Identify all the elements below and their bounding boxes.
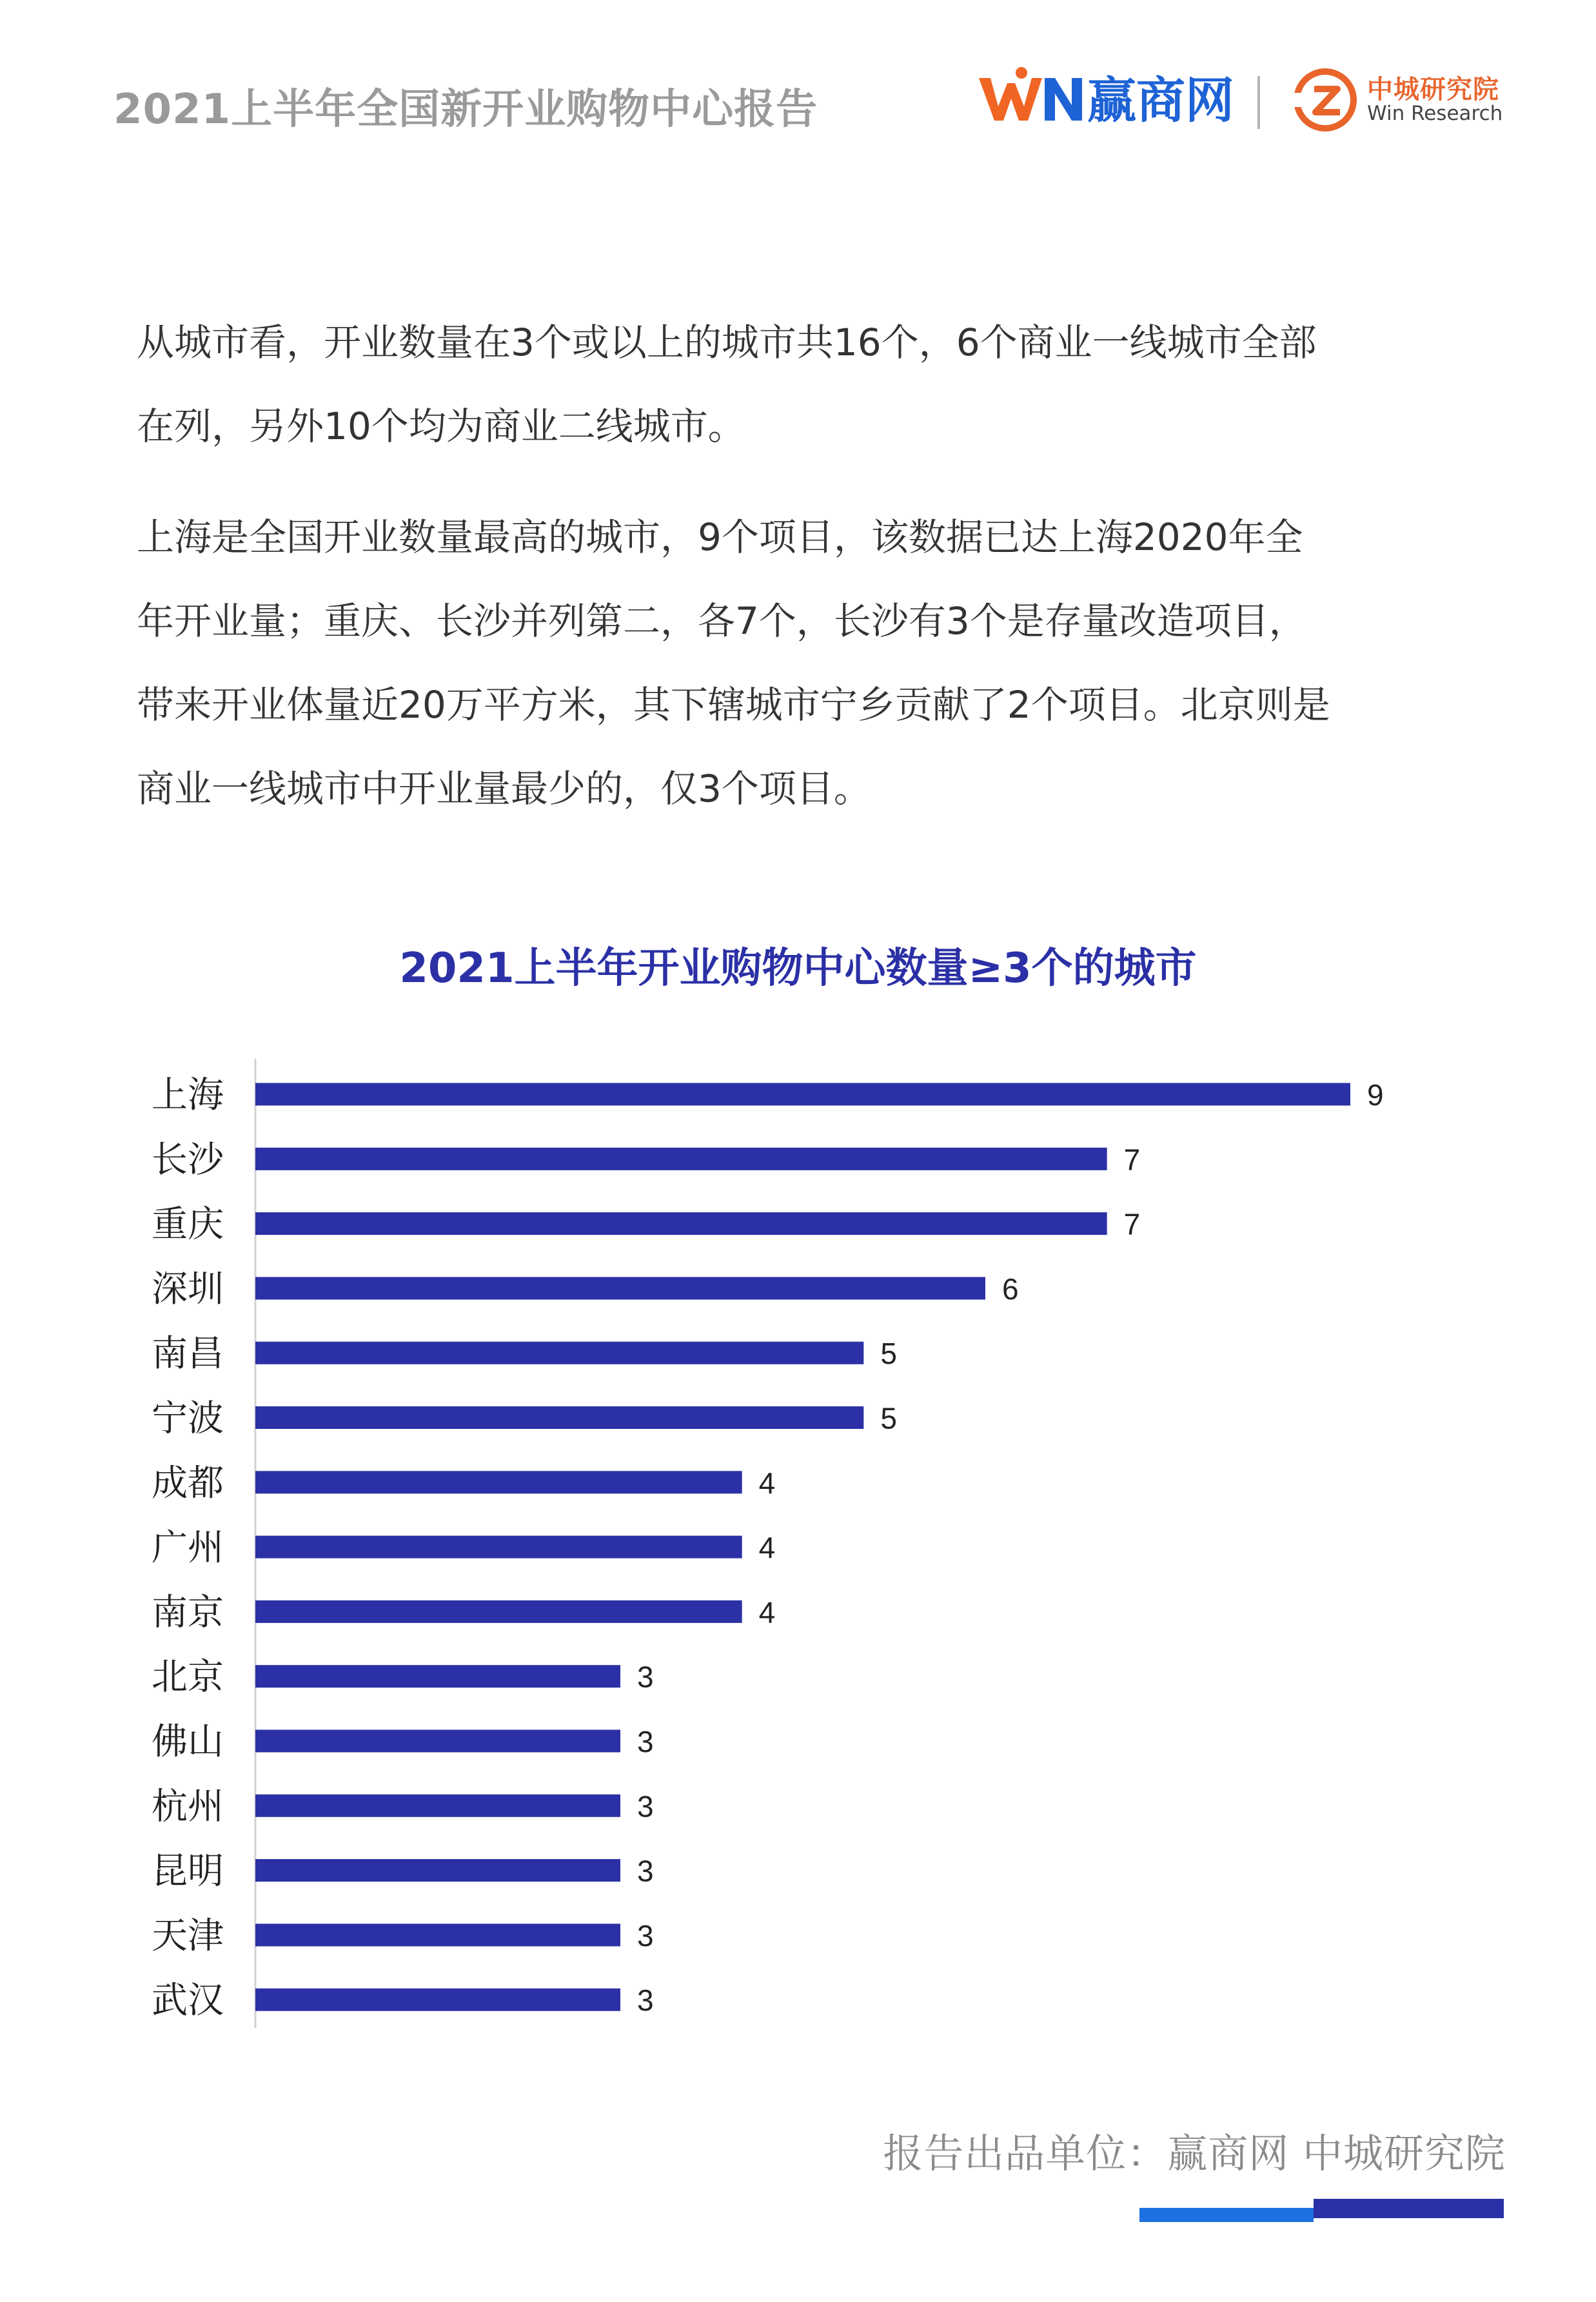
paragraph-line: 带来开业体量近20万平方米，其下辖城市宁乡贡献了2个项目。北京则是: [137, 683, 1330, 727]
category-label: 长沙: [152, 1139, 224, 1181]
report-header-title: 2021上半年全国新开业购物中心报告: [113, 86, 818, 133]
bar-上海: [255, 1083, 1350, 1106]
footer-accent-bar-blue: [1139, 2208, 1314, 2222]
data-label: 3: [637, 1789, 654, 1824]
data-label: 3: [637, 1660, 654, 1694]
city-bar-chart: [0, 1032, 1596, 2038]
bar-昆明: [255, 1859, 620, 1882]
data-label: 7: [1123, 1207, 1141, 1241]
category-label: 天津: [152, 1914, 224, 1957]
category-label: 南京: [152, 1591, 224, 1634]
footer-accent-bar-navy: [1314, 2199, 1504, 2218]
win-research-cn-name: 中城研究院: [1367, 74, 1499, 104]
data-label: 4: [758, 1466, 776, 1500]
data-label: 5: [880, 1401, 897, 1435]
win-logo-icon: [975, 64, 1085, 128]
paragraph-line: 商业一线城市中开业量最少的，仅3个项目。: [137, 767, 871, 811]
paragraph-line: 从城市看，开业数量在3个或以上的城市共16个，6个商业一线城市全部: [137, 320, 1317, 364]
bar-南昌: [255, 1342, 863, 1364]
chart-title: 2021上半年开业购物中心数量≥3个的城市: [399, 945, 1197, 992]
paragraph-city-overview: [137, 300, 1478, 468]
category-label: 重庆: [152, 1203, 224, 1246]
win-research-emblem-icon: [1290, 64, 1361, 135]
bar-深圳: [255, 1277, 985, 1299]
data-label: 3: [637, 1854, 654, 1888]
category-label: 上海: [152, 1074, 224, 1116]
category-label: 佛山: [152, 1721, 224, 1763]
bar-佛山: [255, 1730, 620, 1753]
bar-南京: [255, 1600, 742, 1623]
data-label: 6: [1002, 1272, 1019, 1306]
paragraph-line: 在列，另外10个均为商业二线城市。: [137, 404, 745, 448]
data-label: 5: [880, 1337, 897, 1371]
paragraph-line: 上海是全国开业数量最高的城市，9个项目，该数据已达上海2020年全: [137, 515, 1303, 559]
category-label: 深圳: [152, 1268, 224, 1310]
category-label: 昆明: [152, 1850, 224, 1893]
paragraph-city-details: [137, 495, 1478, 831]
data-label: 7: [1123, 1143, 1141, 1177]
bar-重庆: [255, 1212, 1107, 1235]
category-label: 武汉: [152, 1980, 224, 2022]
data-label: 4: [758, 1531, 776, 1565]
bar-杭州: [255, 1795, 620, 1817]
data-label: 3: [637, 1918, 654, 1953]
data-label: 3: [637, 1983, 654, 2018]
category-label: 广州: [152, 1527, 224, 1569]
category-label: 成都: [152, 1462, 224, 1504]
category-label: 宁波: [152, 1397, 224, 1440]
data-label: 9: [1367, 1078, 1384, 1112]
bar-长沙: [255, 1148, 1107, 1170]
category-label: 北京: [152, 1656, 224, 1698]
category-label: 杭州: [152, 1786, 224, 1828]
bar-宁波: [255, 1406, 863, 1429]
footer-credit: 报告出品单位：赢商网 中城研究院: [883, 2130, 1506, 2177]
bar-武汉: [255, 1989, 620, 2011]
bar-北京: [255, 1665, 620, 1687]
category-label: 南昌: [152, 1333, 224, 1375]
win-research-en-name: Win Research: [1367, 101, 1503, 125]
bar-广州: [255, 1536, 742, 1559]
data-label: 3: [637, 1725, 654, 1758]
bar-成都: [255, 1471, 742, 1493]
paragraph-line: 年开业量；重庆、长沙并列第二，各7个，长沙有3个是存量改造项目，: [137, 599, 1306, 643]
bar-天津: [255, 1923, 620, 1946]
winshang-logo: [975, 61, 1234, 132]
winshang-logo-text: 赢商网: [1087, 71, 1234, 129]
logo-divider: [1257, 76, 1260, 129]
data-label: 4: [758, 1595, 776, 1629]
win-research-logo: [1290, 64, 1502, 135]
